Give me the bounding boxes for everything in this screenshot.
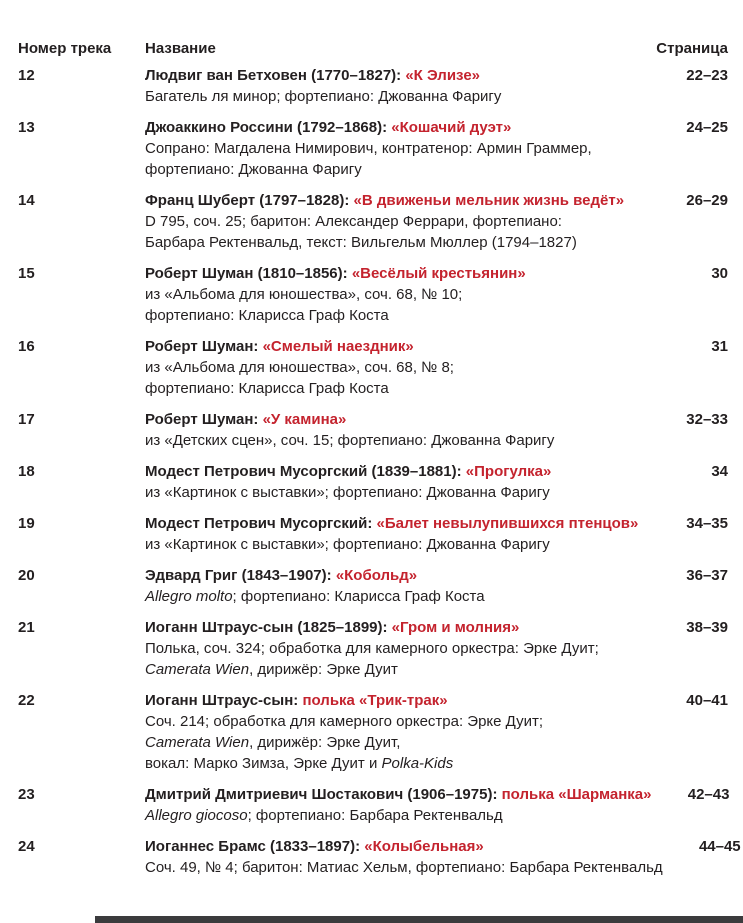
track-title-line bbox=[145, 565, 650, 586]
page-number: 30 bbox=[711, 265, 728, 282]
composer-name: Иоганнес Брамс (1833–1897): bbox=[145, 838, 365, 855]
track-detail-line: Camerata Wien, дирижёр: Эрке Дуит bbox=[145, 661, 398, 678]
track-list bbox=[18, 65, 741, 878]
track-number: 18 bbox=[18, 463, 35, 480]
track-detail-line: из «Картинок с выставки»; фортепиано: Джованна Фаригу bbox=[145, 536, 550, 553]
piece-title: «Балет невылупившихся птенцов» bbox=[376, 515, 639, 532]
track-row bbox=[18, 117, 728, 180]
page-number: 22–23 bbox=[686, 67, 728, 84]
composer-name: Модест Петрович Мусоргский (1839–1881): bbox=[145, 463, 466, 480]
track-detail-line: Соч. 214; обработка для камерного оркестра: Эрке Дуит; bbox=[145, 713, 544, 730]
track-detail-line: Багатель ля минор; фортепиано: Джованна Фаригу bbox=[145, 88, 502, 105]
track-row bbox=[18, 336, 728, 399]
track-number: 19 bbox=[18, 515, 35, 532]
track-number: 17 bbox=[18, 411, 35, 428]
track-number: 23 bbox=[18, 786, 35, 803]
piece-title: полька «Шарманка» bbox=[501, 786, 652, 803]
track-info bbox=[145, 190, 650, 253]
track-title-line bbox=[145, 65, 650, 86]
composer-name: Эдвард Григ (1843–1907): bbox=[145, 567, 336, 584]
composer-name: Людвиг ван Бетховен (1770–1827): bbox=[145, 67, 406, 84]
track-title-line bbox=[145, 336, 650, 357]
track-number: 14 bbox=[18, 192, 35, 209]
track-row bbox=[18, 565, 728, 607]
track-number: 13 bbox=[18, 119, 35, 136]
track-detail-line: Allegro molto; фортепиано: Кларисса Граф Коста bbox=[145, 588, 485, 605]
track-title-line bbox=[145, 263, 650, 284]
composer-name: Модест Петрович Мусоргский: bbox=[145, 515, 377, 532]
track-detail-line: фортепиано: Кларисса Граф Коста bbox=[145, 307, 389, 324]
track-detail-line: Сопрано: Магдалена Нимирович, контратенор: Армин Граммер, bbox=[145, 140, 592, 157]
track-detail-line: из «Альбома для юношества», соч. 68, № 10; bbox=[145, 286, 463, 303]
track-number: 21 bbox=[18, 619, 35, 636]
composer-name: Иоганн Штраус-сын: bbox=[145, 692, 303, 709]
track-info bbox=[145, 263, 650, 326]
page-number: 31 bbox=[711, 338, 728, 355]
piece-title: «Смелый наездник» bbox=[262, 338, 414, 355]
track-title-line bbox=[145, 784, 651, 805]
track-detail-line: Барбара Ректенвальд, текст: Вильгельм Мюллер (1794–1827) bbox=[145, 234, 577, 251]
track-info bbox=[145, 690, 650, 774]
track-title-line bbox=[145, 617, 650, 638]
track-row bbox=[18, 65, 728, 107]
track-detail-line: из «Картинок с выставки»; фортепиано: Джованна Фаригу bbox=[145, 484, 550, 501]
page-number: 44–45 bbox=[698, 838, 741, 855]
piece-title: «Кобольд» bbox=[335, 567, 418, 584]
track-info bbox=[145, 565, 650, 607]
piece-title: «К Элизе» bbox=[405, 67, 480, 84]
bottom-rule bbox=[95, 916, 743, 923]
track-row bbox=[18, 263, 728, 326]
track-detail-line: Соч. 49, № 4; баритон: Матиас Хельм, фортепиано: Барбара Ректенвальд bbox=[145, 859, 663, 876]
track-info bbox=[145, 461, 650, 503]
track-info bbox=[145, 784, 651, 826]
column-header-track-number: Номер трека bbox=[18, 40, 112, 57]
table-header bbox=[18, 38, 728, 59]
track-row bbox=[18, 784, 728, 826]
track-row bbox=[18, 461, 728, 503]
page-number: 40–41 bbox=[686, 692, 728, 709]
track-info bbox=[145, 513, 650, 555]
piece-title: «У камина» bbox=[262, 411, 347, 428]
track-number: 15 bbox=[18, 265, 35, 282]
column-header-page: Страница bbox=[656, 40, 728, 57]
track-detail-line: из «Детских сцен», соч. 15; фортепиано: Джованна Фаригу bbox=[145, 432, 555, 449]
track-title-line bbox=[145, 836, 663, 857]
page-number: 36–37 bbox=[686, 567, 728, 584]
track-detail-line: вокал: Марко Зимза, Эрке Дуит и Polka-Kids bbox=[145, 755, 454, 772]
track-number: 24 bbox=[18, 838, 35, 855]
track-detail-line: Полька, соч. 324; обработка для камерного оркестра: Эрке Дуит; bbox=[145, 640, 599, 657]
track-row bbox=[18, 409, 728, 451]
track-title-line bbox=[145, 461, 650, 482]
track-title-line bbox=[145, 513, 650, 534]
track-detail-line: фортепиано: Кларисса Граф Коста bbox=[145, 380, 389, 397]
track-info bbox=[145, 617, 650, 680]
track-number: 22 bbox=[18, 692, 35, 709]
composer-name: Роберт Шуман (1810–1856): bbox=[145, 265, 352, 282]
track-detail-line: из «Альбома для юношества», соч. 68, № 8; bbox=[145, 359, 454, 376]
page-number: 38–39 bbox=[686, 619, 728, 636]
track-number: 20 bbox=[18, 567, 35, 584]
track-info bbox=[145, 65, 650, 107]
page-number: 34–35 bbox=[686, 515, 728, 532]
track-info bbox=[145, 836, 663, 878]
page-number: 32–33 bbox=[686, 411, 728, 428]
piece-title: «Колыбельная» bbox=[364, 838, 484, 855]
piece-title: «Гром и молния» bbox=[391, 619, 520, 636]
track-detail-line: Allegro giocoso; фортепиано: Барбара Ректенвальд bbox=[145, 807, 503, 824]
page-number: 24–25 bbox=[686, 119, 728, 136]
track-detail-line: Camerata Wien, дирижёр: Эрке Дуит, bbox=[145, 734, 401, 751]
track-detail-line: D 795, соч. 25; баритон: Александер Феррари, фортепиано: bbox=[145, 213, 562, 230]
piece-title: «Прогулка» bbox=[465, 463, 552, 480]
track-detail-line: фортепиано: Джованна Фаригу bbox=[145, 161, 362, 178]
track-row bbox=[18, 690, 728, 774]
column-header-title: Название bbox=[145, 40, 216, 57]
track-title-line bbox=[145, 117, 650, 138]
composer-name: Джоаккино Россини (1792–1868): bbox=[145, 119, 392, 136]
piece-title: «В движеньи мельник жизнь ведёт» bbox=[353, 192, 625, 209]
track-number: 12 bbox=[18, 67, 35, 84]
piece-title: «Весёлый крестьянин» bbox=[351, 265, 526, 282]
composer-name: Дмитрий Дмитриевич Шостакович (1906–1975): bbox=[145, 786, 502, 803]
piece-title: полька «Трик-трак» bbox=[302, 692, 448, 709]
page-number: 26–29 bbox=[686, 192, 728, 209]
track-title-line bbox=[145, 190, 650, 211]
composer-name: Франц Шуберт (1797–1828): bbox=[145, 192, 354, 209]
track-number: 16 bbox=[18, 338, 35, 355]
track-info bbox=[145, 409, 650, 451]
page-number: 34 bbox=[711, 463, 728, 480]
composer-name: Роберт Шуман: bbox=[145, 411, 263, 428]
track-row bbox=[18, 617, 728, 680]
piece-title: «Кошачий дуэт» bbox=[391, 119, 512, 136]
track-title-line bbox=[145, 409, 650, 430]
composer-name: Иоганн Штраус-сын (1825–1899): bbox=[145, 619, 392, 636]
track-info bbox=[145, 117, 650, 180]
track-row bbox=[18, 190, 728, 253]
track-row bbox=[18, 836, 741, 878]
track-title-line bbox=[145, 690, 650, 711]
track-info bbox=[145, 336, 650, 399]
page-number: 42–43 bbox=[687, 786, 730, 803]
composer-name: Роберт Шуман: bbox=[145, 338, 263, 355]
track-row bbox=[18, 513, 728, 555]
